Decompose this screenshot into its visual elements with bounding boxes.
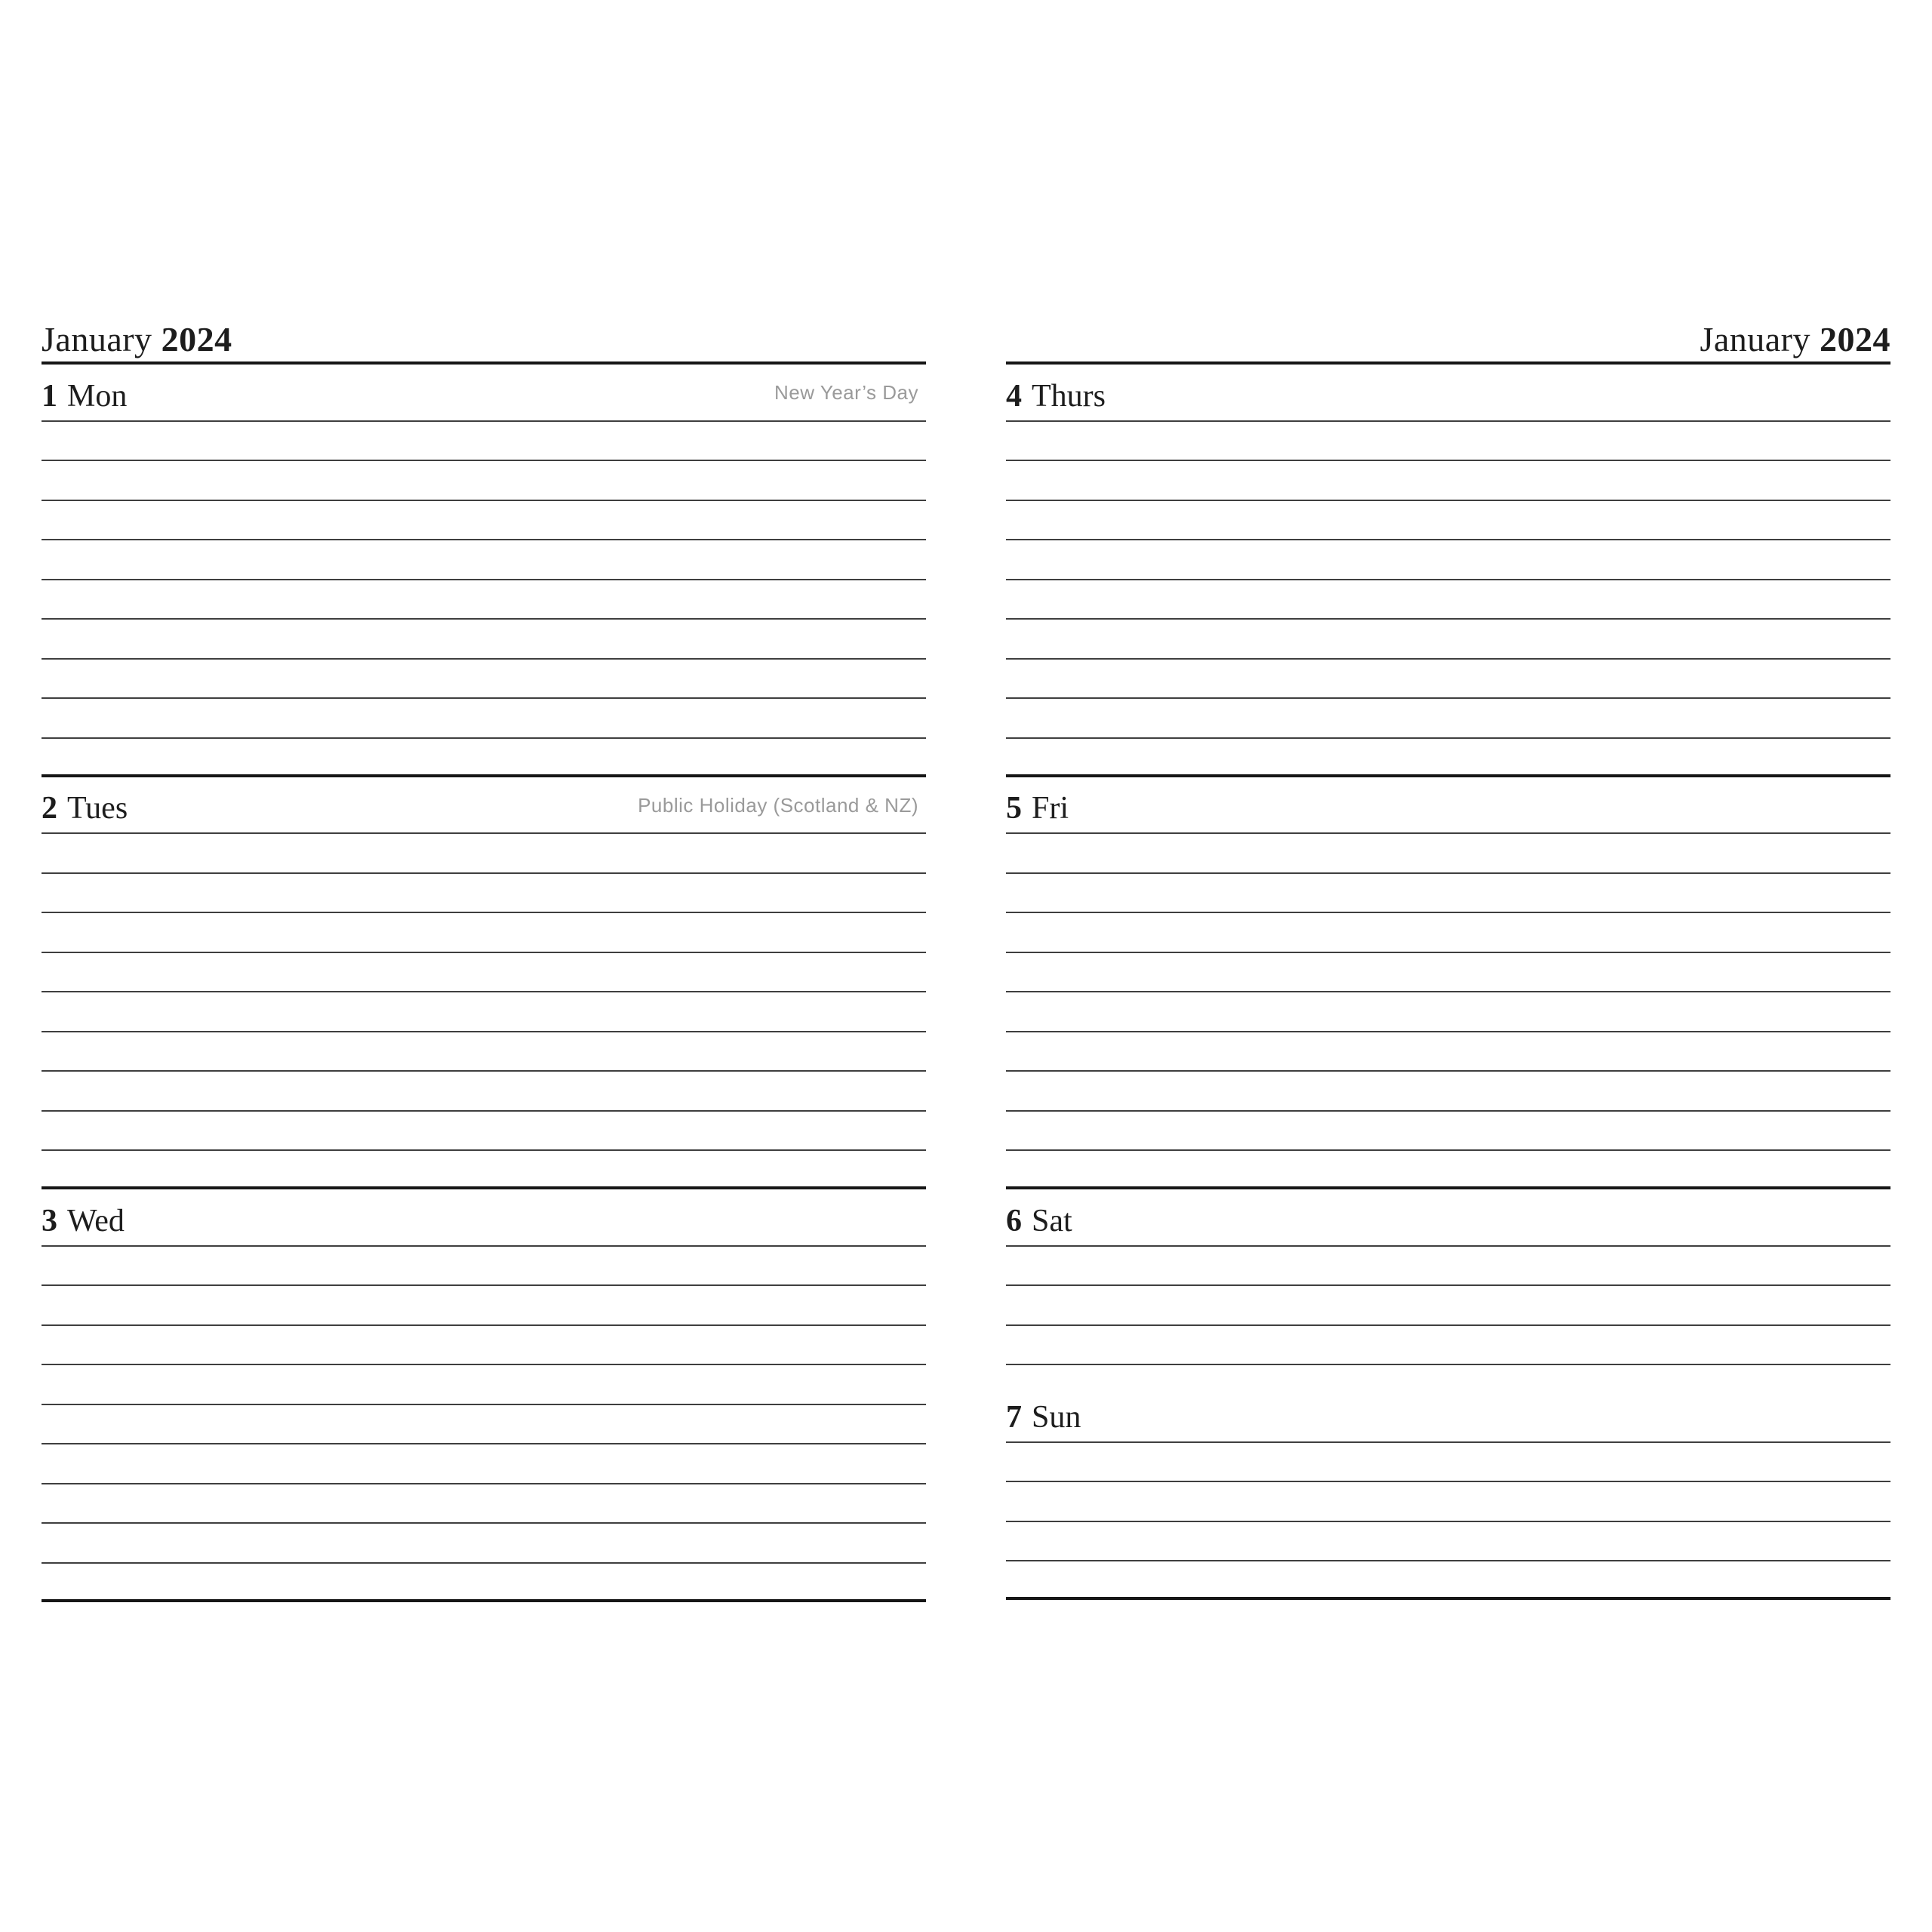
day-name: Tues [67, 791, 128, 826]
ruled-line [1006, 1247, 1890, 1287]
day-label-row [1006, 1189, 1890, 1247]
day-label-row [1006, 777, 1890, 835]
day-block-sat-6 [1006, 1189, 1890, 1365]
ruled-line [1006, 699, 1890, 739]
ruled-line [42, 620, 926, 660]
ruled-line [1006, 834, 1890, 874]
day-block-thurs-4 [1006, 365, 1890, 774]
ruled-line [42, 834, 926, 874]
day-name: Sat [1032, 1203, 1072, 1238]
ruled-line [1006, 422, 1890, 462]
ruled-line [42, 1326, 926, 1366]
day-block-tues-2 [42, 777, 926, 1187]
day-block-fri-5 [1006, 777, 1890, 1187]
ruled-line [1006, 913, 1890, 953]
ruled-line [42, 1524, 926, 1564]
ruled-line [42, 660, 926, 700]
holiday-note: New Year’s Day [774, 381, 918, 405]
day-name: Mon [67, 378, 128, 414]
ruled-line [1006, 1112, 1890, 1152]
year-label: 2024 [1820, 320, 1890, 358]
ruled-line [42, 1112, 926, 1152]
ruled-line [1006, 461, 1890, 501]
ruled-line [42, 461, 926, 501]
ruled-line [1006, 1286, 1890, 1326]
ruled-line [42, 1286, 926, 1326]
ruled-line [42, 913, 926, 953]
month-label: January [1700, 320, 1810, 358]
ruled-line [42, 580, 926, 620]
day-block-wed-3 [42, 1189, 926, 1599]
thick-separator [42, 1599, 926, 1602]
spacer [42, 739, 926, 774]
ruled-line [1006, 1443, 1890, 1483]
month-label: January [42, 320, 152, 358]
ruled-line [42, 1444, 926, 1484]
page-right [1006, 315, 1890, 1600]
spacer [1006, 1151, 1890, 1186]
day-label-row [42, 777, 926, 835]
ruled-line [1006, 620, 1890, 660]
ruled-line [42, 1032, 926, 1072]
ruled-line [1006, 580, 1890, 620]
ruled-line [1006, 501, 1890, 541]
thick-separator [1006, 1597, 1890, 1600]
ruled-line [1006, 540, 1890, 580]
ruled-line [42, 1072, 926, 1112]
ruled-line [42, 540, 926, 580]
month-header-right [1006, 315, 1890, 365]
page-left [42, 315, 926, 1602]
ruled-line [42, 1247, 926, 1287]
day-number: 4 [1006, 378, 1022, 414]
day-number: 3 [42, 1203, 57, 1238]
spacer [1006, 1561, 1890, 1597]
day-label-row [42, 1189, 926, 1247]
day-label-row [1006, 1365, 1890, 1443]
ruled-line [42, 422, 926, 462]
ruled-line [1006, 1522, 1890, 1562]
ruled-line [1006, 1032, 1890, 1072]
ruled-line [42, 1484, 926, 1524]
day-number: 7 [1006, 1399, 1022, 1435]
day-name: Thurs [1032, 378, 1106, 414]
year-label: 2024 [161, 320, 232, 358]
day-number: 1 [42, 378, 57, 414]
ruled-line [42, 1405, 926, 1445]
month-header-left [42, 315, 926, 365]
day-block-sun-7 [1006, 1365, 1890, 1597]
ruled-line [42, 699, 926, 739]
day-number: 2 [42, 791, 57, 826]
ruled-line [1006, 1326, 1890, 1366]
day-number: 5 [1006, 791, 1022, 826]
ruled-line [42, 992, 926, 1032]
ruled-line [42, 874, 926, 914]
ruled-line [1006, 660, 1890, 700]
spacer [42, 1151, 926, 1186]
day-label-row [1006, 365, 1890, 422]
ruled-line [42, 953, 926, 993]
ruled-line [1006, 992, 1890, 1032]
day-label-row [42, 365, 926, 422]
spacer [1006, 739, 1890, 774]
day-name: Fri [1032, 791, 1069, 826]
spacer [42, 1564, 926, 1599]
holiday-note: Public Holiday (Scotland & NZ) [638, 793, 918, 817]
ruled-line [1006, 1072, 1890, 1112]
ruled-line [1006, 1482, 1890, 1522]
day-number: 6 [1006, 1203, 1022, 1238]
ruled-line [42, 501, 926, 541]
day-block-mon-1 [42, 365, 926, 774]
day-name: Wed [67, 1203, 125, 1238]
ruled-line [42, 1365, 926, 1405]
ruled-line [1006, 874, 1890, 914]
ruled-line [1006, 953, 1890, 993]
day-name: Sun [1032, 1399, 1081, 1435]
